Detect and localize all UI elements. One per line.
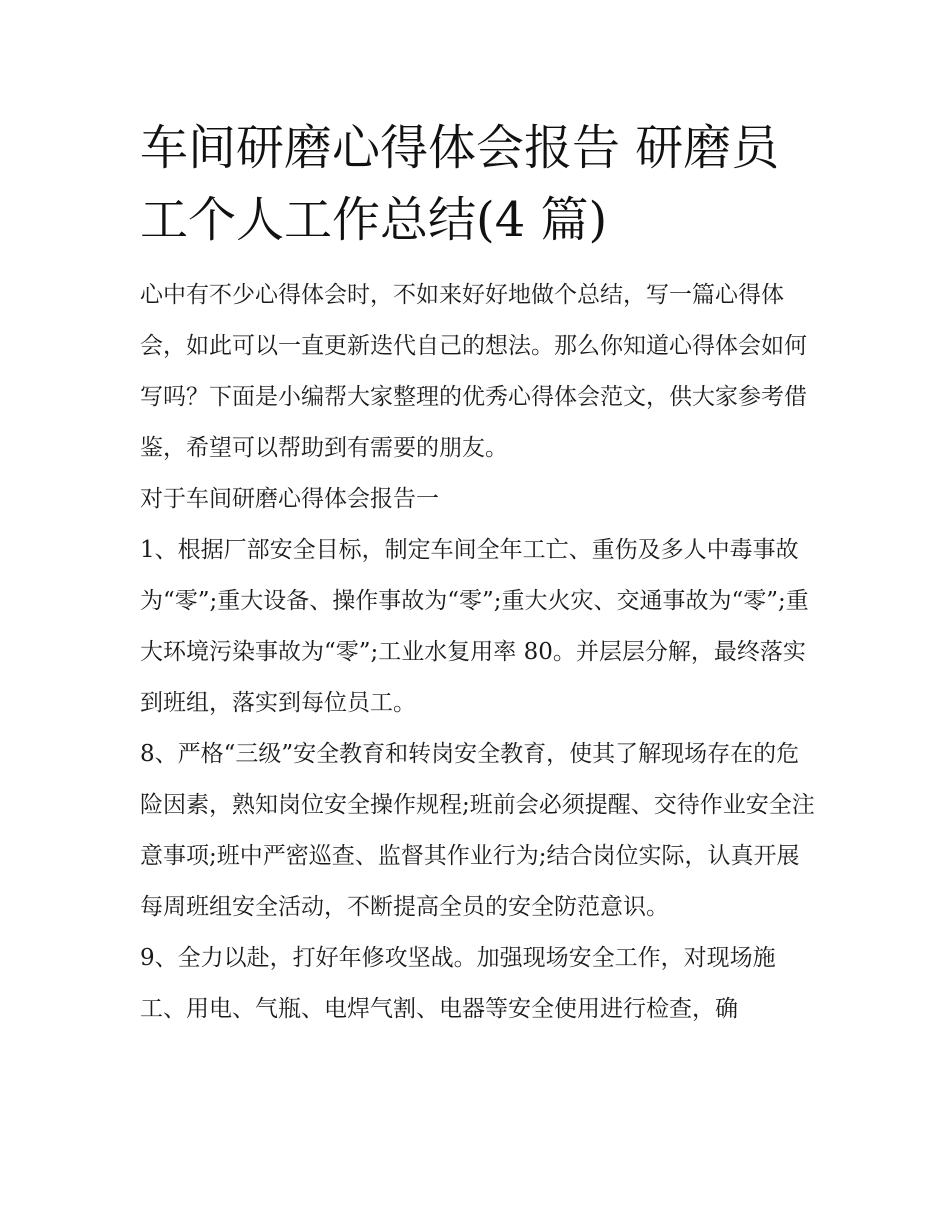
section-heading: 对于车间研磨心得体会报告一 bbox=[140, 486, 439, 512]
list-item-9: 9、全力以赴，打好年修攻坚战。加强现场安全工作，对现场施工、用电、气瓶、电焊气割、电器等安全使用进行检查，确 bbox=[140, 945, 776, 1022]
list-item-1: 1、根据厂部安全目标，制定车间全年工亡、重伤及多人中毒事故为“零”;重大设备、操作事故为“零”;重大火灾、交通事故为“零”;重大环境污染事故为“零”;工业水复用率 80。并层层分解，最终落实到班组，落实到每位员工。 bbox=[140, 537, 809, 716]
intro-paragraph: 心中有不少心得体会时，不如来好好地做个总结，写一篇心得体会，如此可以一直更新迭代自己的想法。那么你知道心得体会如何写吗？下面是小编帮大家整理的优秀心得体会范文，供大家参考借鉴，希望可以帮助到有需要的朋友。 bbox=[140, 282, 807, 461]
list-item-8: 8、严格“三级”安全教育和转岗安全教育，使其了解现场存在的危险因素，熟知岗位安全操作规程;班前会必须提醒、交待作业安全注意事项;班中严密巡查、监督其作业行为;结合岗位实际，认真开展每周班组安全活动，不断提高全员的安全防范意识。 bbox=[140, 741, 815, 920]
document-body bbox=[140, 112, 815, 1035]
document-title: 车间研磨心得体会报告 研磨员工个人工作总结(4 篇) bbox=[140, 120, 780, 248]
